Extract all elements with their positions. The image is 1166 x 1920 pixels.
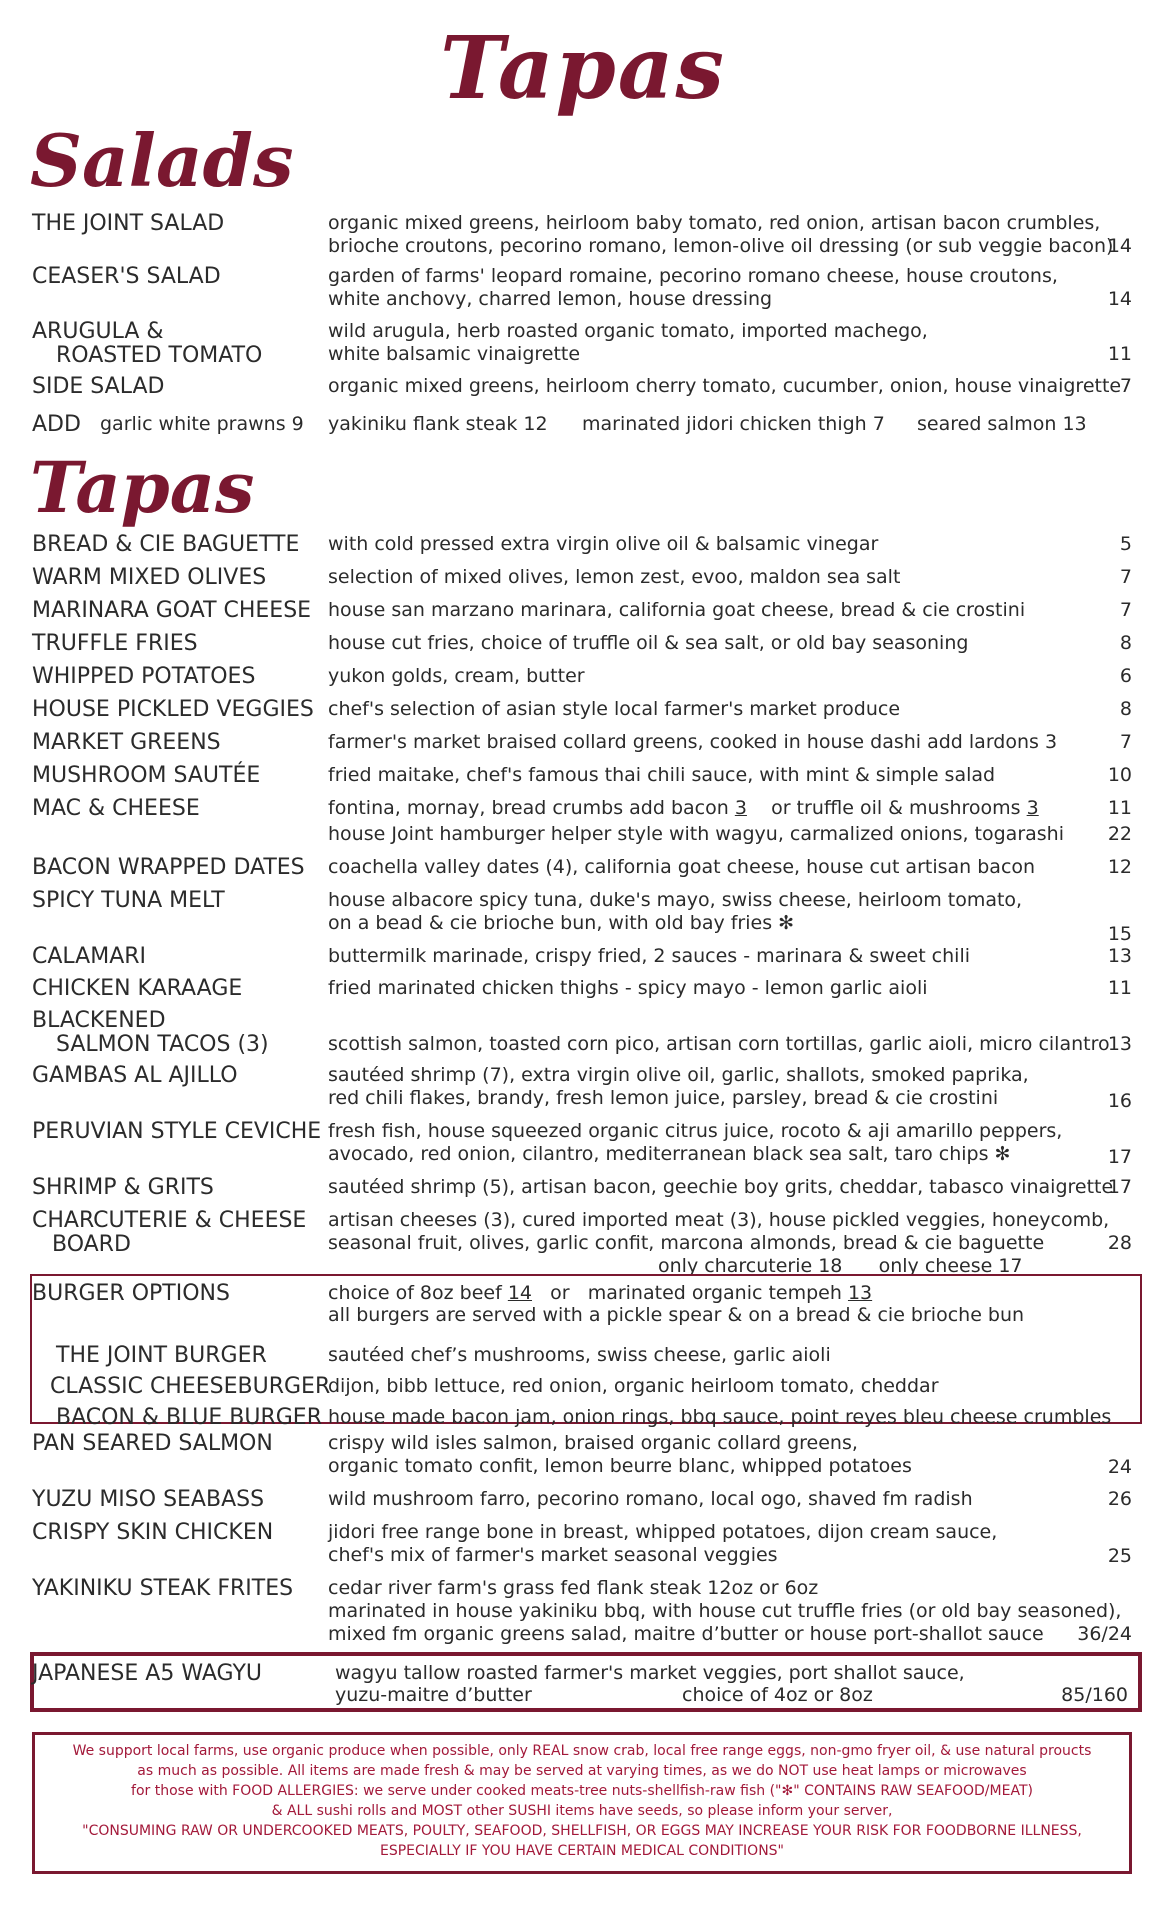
item-desc: sautéed shrimp (7), extra virgin olive oil, garlic, shallots, smoked paprika, [328,1064,1029,1086]
item-desc: white anchovy, charred lemon, house dressing [328,288,773,310]
item-desc: house san marzano marinara, california goat cheese, bread & cie crostini [328,599,1026,621]
add-on: yakiniku flank steak 12 [328,413,548,435]
notice-line: "CONSUMING RAW OR UNDERCOOKED MEATS, POULTY, SEAFOOD, SHELLFISH, OR EGGS MAY INCREASE YOUR RISK FOR FOODBORNE ILLNESS, [82,1823,1082,1839]
item-name: JAPANESE A5 WAGYU [32,1661,263,1686]
item-name: BREAD & CIE BAGUETTE [32,532,300,557]
item-desc: wild mushroom farro, pecorino romano, local ogo, shaved fm radish [328,1488,973,1510]
notice-line: for those with FOOD ALLERGIES: we serve under cooked meats-tree nuts-shellfish-raw fish ("✻" CONTAINS RAW SEAFOOD/MEAT) [131,1783,1033,1799]
item-desc: scottish salmon, toasted corn pico, artisan corn tortillas, garlic aioli, micro cilantro [328,1033,1110,1055]
item-desc: fresh fish, house squeezed organic citrus juice, rocoto & aji amarillo peppers, [328,1120,1063,1142]
allergy-notice [32,1732,1132,1874]
tapas-heading: Tapas [30,446,255,529]
item-price: 17 [1107,1146,1132,1168]
item-name: YUZU MISO SEABASS [32,1487,265,1512]
item-name: MUSHROOM SAUTÉE [32,763,261,788]
item-price: 15 [1107,923,1132,945]
item-name: CHARCUTERIE & CHEESE [32,1208,307,1233]
item-desc: house made bacon jam, onion rings, bbq sauce, point reyes bleu cheese crumbles [328,1406,1112,1428]
item-desc: selection of mixed olives, lemon zest, evoo, maldon sea salt [328,566,901,588]
item-desc: wild arugula, herb roasted organic tomato, imported machego, [328,320,928,342]
item-price: 14 [1107,288,1132,310]
item-desc: house Joint hamburger helper style with wagyu, carmalized onions, togarashi [328,823,1064,845]
desc-part: fontina, mornay, bread crumbs add bacon [328,797,735,819]
notice-line: & ALL sushi rolls and MOST other SUSHI items have seeds, so please inform your server, [271,1803,893,1819]
item-name: BACON & BLUE BURGER [56,1405,322,1430]
add-bacon-price: 3 [734,797,747,819]
item-name: WHIPPED POTATOES [32,664,256,689]
item-price: 8 [1119,698,1132,720]
item-desc: crispy wild isles salmon, braised organic collard greens, [328,1432,858,1454]
item-price: 11 [1107,343,1132,365]
item-name: ARUGULA & [32,319,164,344]
item-desc: brioche croutons, pecorino romano, lemon-olive oil dressing (or sub veggie bacon) [328,235,1114,257]
item-desc: yuzu-maitre d’butter [335,1684,532,1706]
desc-part: or marinated organic tempeh [532,1282,848,1304]
item-desc: dijon, bibb lettuce, red onion, organic heirloom tomato, cheddar [328,1375,939,1397]
item-price: 11 [1107,977,1132,999]
item-name: BLACKENED [32,1008,166,1033]
item-price: 22 [1107,823,1132,845]
item-desc: buttermilk marinade, crispy fried, 2 sauces - marinara & sweet chili [328,945,971,967]
item-desc: house albacore spicy tuna, duke's mayo, swiss cheese, heirloom tomato, [328,889,1023,911]
item-name: SHRIMP & GRITS [32,1175,214,1200]
desc-part: choice of 8oz beef [328,1282,508,1304]
item-name: PERUVIAN STYLE CEVICHE [32,1119,322,1144]
burger-choice [328,1282,1138,1305]
item-name: SALMON TACOS (3) [56,1032,269,1057]
item-name: PAN SEARED SALMON [32,1431,273,1456]
item-name: ROASTED TOMATO [56,343,263,368]
item-desc: with cold pressed extra virgin olive oil & balsamic vinegar [328,533,879,555]
item-price: 26 [1107,1488,1132,1510]
item-price: 36/24 [1077,1623,1132,1645]
add-on: garlic white prawns 9 [100,413,304,435]
notice-line: as much as possible. All items are made fresh & may be served at varying times, as we do NOT use heat lamps or microwaves [137,1763,1027,1779]
item-desc: farmer's market braised collard greens, cooked in house dashi add lardons 3 [328,731,1058,753]
beef-price: 14 [507,1282,533,1304]
item-price: 7 [1119,599,1132,621]
item-desc: house cut fries, choice of truffle oil & sea salt, or old bay seasoning [328,632,969,654]
item-name: WARM MIXED OLIVES [32,565,267,590]
item-name: THE JOINT SALAD [32,211,225,236]
item-desc: sautéed chef’s mushrooms, swiss cheese, garlic aioli [328,1344,831,1366]
item-desc [328,797,1138,820]
item-desc: artisan cheeses (3), cured imported meat (3), house pickled veggies, honeycomb, [328,1209,1110,1231]
item-price: 7 [1119,375,1132,397]
item-desc: mixed fm organic greens salad, maitre d’butter or house port-shallot sauce [328,1623,1044,1645]
item-desc: fried maitake, chef's famous thai chili sauce, with mint & simple salad [328,764,996,786]
item-price: 16 [1107,1090,1132,1112]
item-desc: only charcuterie 18 only cheese 17 [658,1255,1023,1277]
truffle-price: 3 [1026,797,1039,819]
item-price: 7 [1119,566,1132,588]
item-name: THE JOINT BURGER [56,1343,267,1368]
item-name: GAMBAS AL AJILLO [32,1063,238,1088]
item-desc: avocado, red onion, cilantro, mediterranean black sea salt, taro chips ✻ [328,1143,1011,1165]
page-title: Tapas [440,18,726,119]
item-price: 5 [1119,533,1132,555]
item-desc: coachella valley dates (4), california goat cheese, house cut artisan bacon [328,856,1036,878]
desc-part: or truffle oil & mushrooms [746,797,1027,819]
item-desc: organic mixed greens, heirloom cherry tomato, cucumber, onion, house vinaigrette [328,375,1122,397]
item-price: 24 [1107,1456,1132,1478]
item-price: 8 [1119,632,1132,654]
item-price: 14 [1107,235,1132,257]
item-price: 25 [1107,1545,1132,1567]
item-name: SIDE SALAD [32,374,165,399]
item-desc: wagyu tallow roasted farmer's market veggies, port shallot sauce, [335,1662,965,1684]
item-desc: white balsamic vinaigrette [328,343,581,365]
item-desc: organic tomato confit, lemon beurre blanc, whipped potatoes [328,1455,912,1477]
item-name: TRUFFLE FRIES [32,631,198,656]
item-name: BACON WRAPPED DATES [32,855,305,880]
item-name: MARKET GREENS [32,730,221,755]
item-desc: red chili flakes, brandy, fresh lemon juice, parsley, bread & cie crostini [328,1087,999,1109]
item-price: 13 [1107,945,1132,967]
add-on: marinated jidori chicken thigh 7 [582,413,885,435]
burger-options-label: BURGER OPTIONS [32,1281,230,1306]
item-name: MAC & CHEESE [32,796,200,821]
item-name: CLASSIC CHEESEBURGER [50,1374,331,1399]
item-name: BOARD [52,1232,131,1257]
item-desc: marinated in house yakiniku bbq, with house cut truffle fries (or old bay seasoned), [328,1600,1122,1622]
item-name: CEASER'S SALAD [32,264,221,289]
item-name: HOUSE PICKLED VEGGIES [32,697,314,722]
item-desc: chef's mix of farmer's market seasonal veggies [328,1544,778,1566]
item-name: CRISPY SKIN CHICKEN [32,1520,274,1545]
add-label: ADD [32,412,81,437]
item-name: CHICKEN KARAAGE [32,976,243,1001]
tempeh-price: 13 [847,1282,873,1304]
item-desc: yukon golds, cream, butter [328,665,585,687]
salads-heading: Salads [30,118,294,203]
add-on: seared salmon 13 [917,413,1087,435]
item-price: 7 [1119,731,1132,753]
item-desc: cedar river farm's grass fed flank steak 12oz or 6oz [328,1577,819,1599]
item-price: 85/160 [1061,1684,1128,1706]
item-desc: seasonal fruit, olives, garlic confit, marcona almonds, bread & cie baguette [328,1232,1045,1254]
item-desc: fried marinated chicken thighs - spicy mayo - lemon garlic aioli [328,977,928,999]
notice-line: We support local farms, use organic produce when possible, only REAL snow crab, local free range eggs, non-gmo fryer oil, & use natural proucts [72,1743,1092,1759]
item-price: 11 [1107,797,1132,819]
item-name: CALAMARI [32,944,147,969]
item-price: 12 [1107,856,1132,878]
item-desc: on a bead & cie brioche bun, with old bay fries ✻ [328,912,795,934]
item-price: 6 [1119,665,1132,687]
notice-line: ESPECIALLY IF YOU HAVE CERTAIN MEDICAL CONDITIONS" [380,1843,784,1859]
item-price: 28 [1107,1232,1132,1254]
item-price: 13 [1107,1033,1132,1055]
item-price: 10 [1107,764,1132,786]
item-desc: jidori free range bone in breast, whipped potatoes, dijon cream sauce, [328,1521,998,1543]
item-desc: organic mixed greens, heirloom baby tomato, red onion, artisan bacon crumbles, [328,212,1101,234]
item-name: SPICY TUNA MELT [32,888,225,913]
item-name: MARINARA GOAT CHEESE [32,598,312,623]
item-price: 17 [1107,1176,1132,1198]
item-name: YAKINIKU STEAK FRITES [32,1576,294,1601]
item-desc: garden of farms' leopard romaine, pecorino romano cheese, house croutons, [328,265,1058,287]
item-desc: chef's selection of asian style local farmer's market produce [328,698,901,720]
salad-add-ons [32,413,1132,439]
item-choice: choice of 4oz or 8oz [682,1684,873,1706]
item-desc: sautéed shrimp (5), artisan bacon, geechie boy grits, cheddar, tabasco vinaigrette [328,1176,1114,1198]
burger-note: all burgers are served with a pickle spear & on a bread & cie brioche bun [328,1304,1025,1326]
